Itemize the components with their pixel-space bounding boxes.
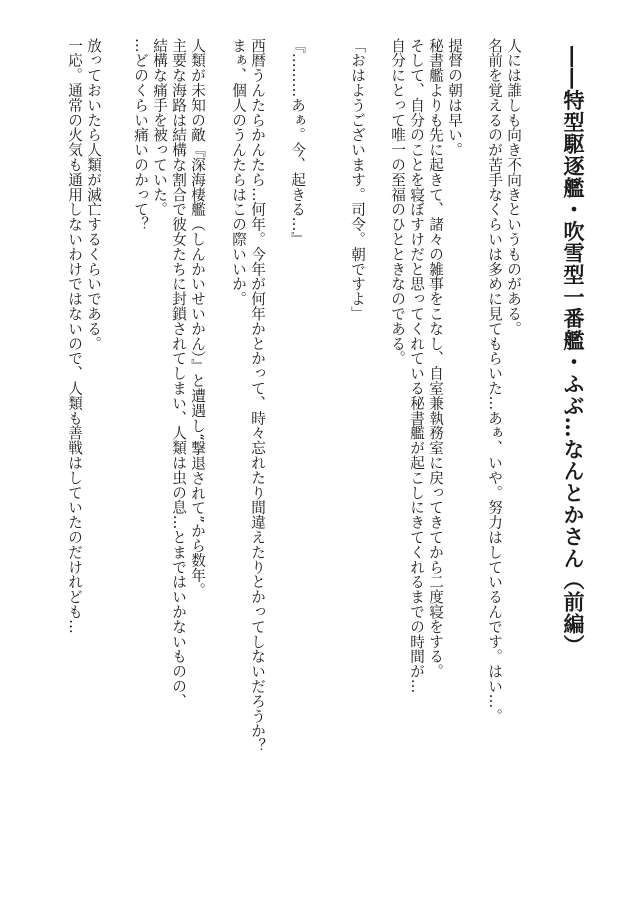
text-line-22: 一応。通常の火気も通用しないわけではないので、人類も善戦はしていたのだけれども… — [66, 38, 83, 634]
text-line-13: 西暦うんたらかんたら…何年。今年が何年かとかって、時々忘れたり間違えたりとかってしないだろうか？ — [249, 38, 266, 754]
chapter-title: ――特型駆逐艦・吹雪型一番艦・ふぶ…なんとかさん（前編） — [561, 46, 586, 657]
text-line-18: 結構な痛手を被っていた。 — [151, 38, 168, 217]
text-line-4: 提督の朝は早い。 — [446, 38, 463, 158]
text-line-7: 自分にとって唯一の至福のひとときなのである。 — [389, 38, 406, 366]
text-line-2: 名前を覚えるのが苦手なくらいは多めに見てもらいた…あぁ、いや。努力はしているんです。はい…。 — [486, 38, 503, 724]
text-line-21: 放っておいたら人類が滅亡するくらいである。 — [85, 38, 102, 351]
text-line-19: …どのくらい痛いのかって？ — [132, 38, 149, 232]
text-line-16: 人類が未知の敵『深海棲艦（しんかいせいかん）』と遭遇し“撃退されて”から数年。 — [189, 38, 206, 598]
text-line-17: 主要な海路は結構な割合で彼女たちに封鎖されてしまい、人類は虫の息…とまではいかないものの、 — [170, 38, 187, 709]
text-line-14: まぁ、個人のうんたらはこの際いいか。 — [230, 38, 247, 307]
dialogue-line-1: 「おはようございます。司令。朝ですよ」 — [349, 38, 366, 322]
dialogue-line-2: 『………あぁ。今、起きる…』 — [289, 38, 306, 247]
text-line-6: そして、自分のことを寝ぼすけだと思ってくれている秘書艦が起こしにきてくれるまでの時間が… — [408, 38, 425, 694]
text-line-5: 秘書艦よりも先に起きて、諸々の雑事をこなし、自室兼執務室に戻ってきてから二度寝をする。 — [427, 38, 444, 679]
text-line-1: 人には誰しも向き不向きというものがある。 — [505, 38, 522, 336]
